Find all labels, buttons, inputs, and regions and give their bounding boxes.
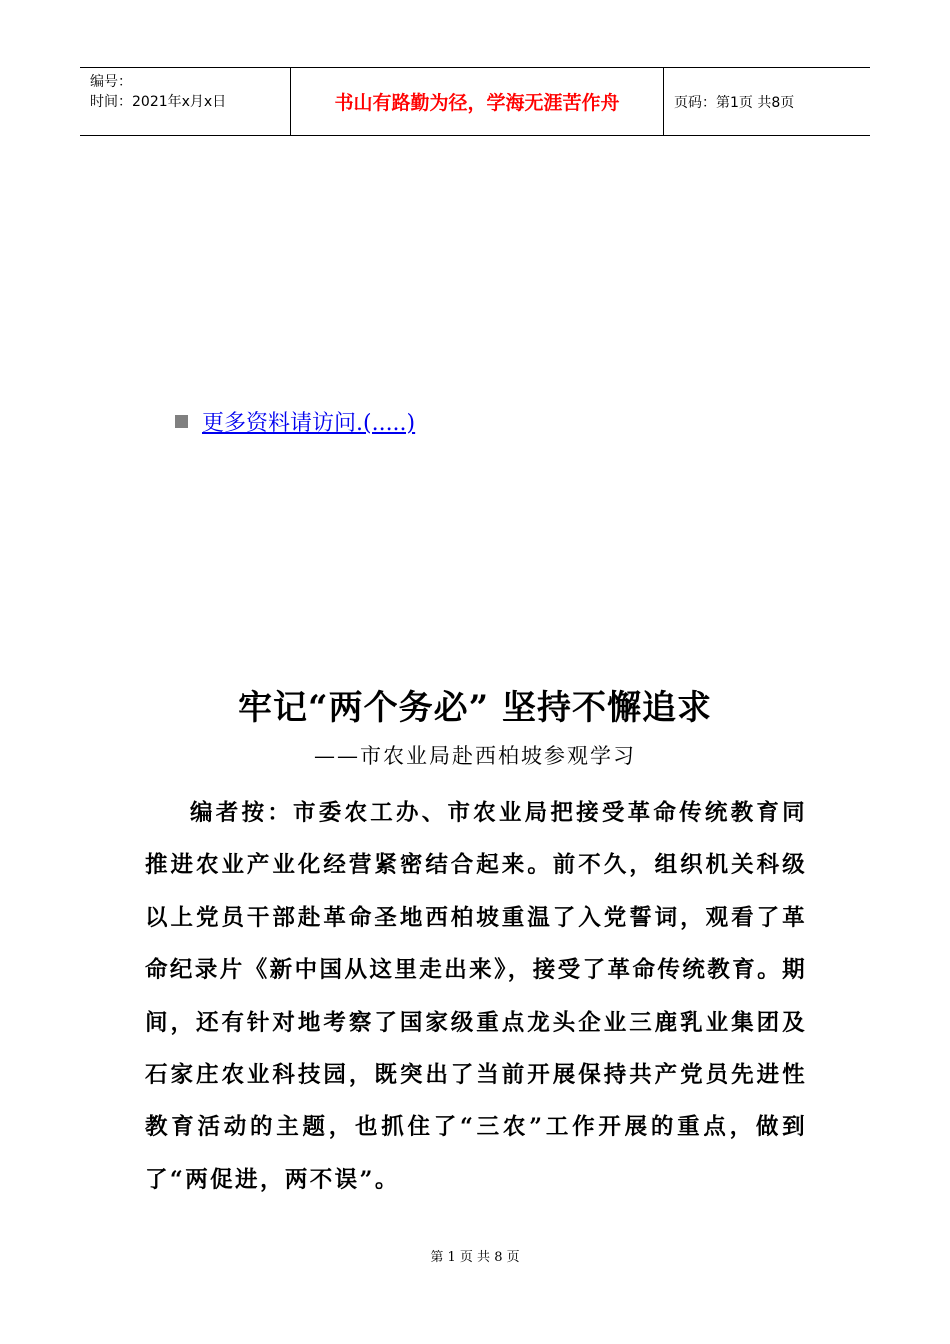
more-resources-link[interactable]: 更多资料请访问.(.....) bbox=[202, 411, 416, 436]
header-page-info: 页码：第1页 共8页 bbox=[664, 68, 871, 136]
header-motto: 书山有路勤为径，学海无涯苦作舟 bbox=[291, 68, 664, 136]
page-title: 牢记“两个务必” 坚持不懈追求 bbox=[238, 688, 712, 728]
header-meta bbox=[80, 68, 291, 136]
editor-note-paragraph bbox=[145, 787, 807, 1206]
number-label: 编号： bbox=[90, 74, 132, 90]
more-resources-row bbox=[175, 406, 415, 437]
editor-note-lead: 编者按： bbox=[190, 800, 293, 826]
page-footer: 第 1 页 共 8 页 bbox=[430, 1250, 520, 1265]
time-label: 时间：2021年x月x日 bbox=[90, 94, 227, 110]
header-table bbox=[80, 67, 870, 136]
editor-note-text: 市委农工办、市农业局把接受革命传统教育同推进农业产业化经营紧密结合起来。前不久，组织机关科级以上党员干部赴革命圣地西柏坡重温了入党誓词，观看了革命纪录片《新中国从这里走出来》，接受了革命传统教育。期间，还有针对地考察了国家级重点龙头企业三鹿乳业集团及石家庄农业科技园，既突出了当前开展保持共产党员先进性教育活动的主题，也抓住了“三农”工作开展的重点，做到了“两促进，两不误”。 bbox=[145, 800, 807, 1193]
page-subtitle: ——市农业局赴西柏坡参观学习 bbox=[314, 744, 636, 768]
square-bullet-icon bbox=[175, 415, 188, 428]
